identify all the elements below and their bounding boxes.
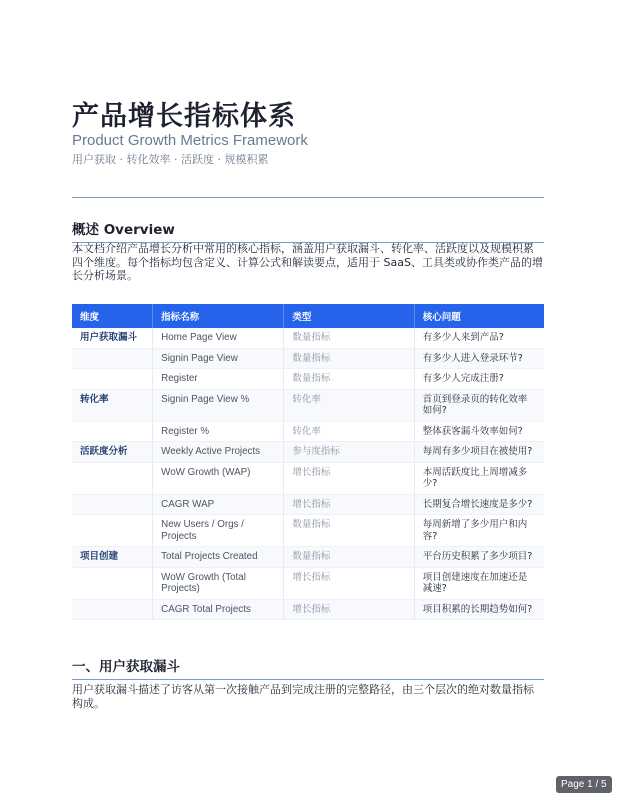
cell-question: 有多少人来到产品?: [414, 328, 544, 348]
table-row: [72, 389, 544, 421]
cell-metric: WoW Growth (WAP): [153, 462, 284, 494]
document-subtitle-en: Product Growth Metrics Framework: [72, 132, 308, 149]
cell-dimension: 活跃度分析: [72, 442, 153, 463]
table-row: [72, 494, 544, 515]
table-row: [72, 442, 544, 463]
table-row: [72, 369, 544, 390]
cell-dimension: [72, 494, 153, 515]
section1-paragraph: 用户获取漏斗描述了访客从第一次接触产品到完成注册的完整路径，由三个层次的绝对数量指标构成。: [72, 683, 534, 710]
table-row: [72, 567, 544, 599]
cell-dimension: [72, 369, 153, 390]
cell-dimension: [72, 421, 153, 442]
document-title: 产品增长指标体系: [72, 101, 296, 132]
header-question: 核心问题: [414, 304, 544, 328]
table-header-row: [72, 304, 544, 328]
cell-metric: Home Page View: [153, 328, 284, 348]
cell-type: 数量指标: [284, 348, 414, 369]
cell-question: 平台历史积累了多少项目?: [414, 547, 544, 568]
cell-type: 转化率: [284, 421, 414, 442]
table-row: [72, 462, 544, 494]
cell-type: 数量指标: [284, 515, 414, 547]
cell-question: 本周活跃度比上周增减多少?: [414, 462, 544, 494]
cell-dimension: [72, 567, 153, 599]
cell-dimension: 项目创建: [72, 547, 153, 568]
table-row: [72, 547, 544, 568]
cell-dimension: 转化率: [72, 389, 153, 421]
cell-metric: Signin Page View %: [153, 389, 284, 421]
cell-dimension: [72, 462, 153, 494]
cell-type: 转化率: [284, 389, 414, 421]
cell-metric: Signin Page View: [153, 348, 284, 369]
cell-type: 参与度指标: [284, 442, 414, 463]
overview-heading: 概述 Overview: [72, 218, 544, 243]
cell-metric: Weekly Active Projects: [153, 442, 284, 463]
cell-question: 长期复合增长速度是多少?: [414, 494, 544, 515]
table-row: [72, 515, 544, 547]
table-row: [72, 328, 544, 348]
cell-dimension: [72, 348, 153, 369]
overview-paragraph: 本文档介绍产品增长分析中常用的核心指标，涵盖用户获取漏斗、转化率、活跃度以及规模积累四个维度。每个指标均包含定义、计算公式和解读要点，适用于 SaaS、工具类或协作类产品的增长分析场景。: [72, 242, 543, 282]
header-dimension: 维度: [72, 304, 153, 328]
cell-question: 每周有多少项目在被使用?: [414, 442, 544, 463]
cell-type: 增长指标: [284, 567, 414, 599]
cell-metric: Total Projects Created: [153, 547, 284, 568]
cell-type: 数量指标: [284, 328, 414, 348]
cell-question: 有多少人完成注册?: [414, 369, 544, 390]
cell-metric: WoW Growth (Total Projects): [153, 567, 284, 599]
cell-metric: Register: [153, 369, 284, 390]
cell-question: 项目创建速度在加速还是减速?: [414, 567, 544, 599]
cell-metric: New Users / Orgs / Projects: [153, 515, 284, 547]
cell-dimension: [72, 599, 153, 620]
cell-dimension: [72, 515, 153, 547]
cell-metric: CAGR WAP: [153, 494, 284, 515]
cell-question: 有多少人进入登录环节?: [414, 348, 544, 369]
table-row: [72, 348, 544, 369]
cell-type: 增长指标: [284, 462, 414, 494]
cell-type: 数量指标: [284, 369, 414, 390]
cell-type: 数量指标: [284, 547, 414, 568]
cell-metric: CAGR Total Projects: [153, 599, 284, 620]
header-metric: 指标名称: [153, 304, 284, 328]
page-indicator: Page 1 / 5: [556, 776, 612, 793]
cell-type: 增长指标: [284, 599, 414, 620]
header-type: 类型: [284, 304, 414, 328]
document-subtitle-cn: 用户获取 · 转化效率 · 活跃度 · 规模积累: [72, 153, 269, 166]
cell-type: 增长指标: [284, 494, 414, 515]
cell-question: 每周新增了多少用户和内容?: [414, 515, 544, 547]
table-row: [72, 421, 544, 442]
cell-question: 整体获客漏斗效率如何?: [414, 421, 544, 442]
title-divider: [72, 197, 544, 198]
cell-question: 项目积累的长期趋势如何?: [414, 599, 544, 620]
cell-dimension: 用户获取漏斗: [72, 328, 153, 348]
cell-question: 首页到登录页的转化效率如何?: [414, 389, 544, 421]
section1-heading: 一、用户获取漏斗: [72, 655, 544, 680]
metrics-table: [72, 304, 544, 620]
table-row: [72, 599, 544, 620]
cell-metric: Register %: [153, 421, 284, 442]
